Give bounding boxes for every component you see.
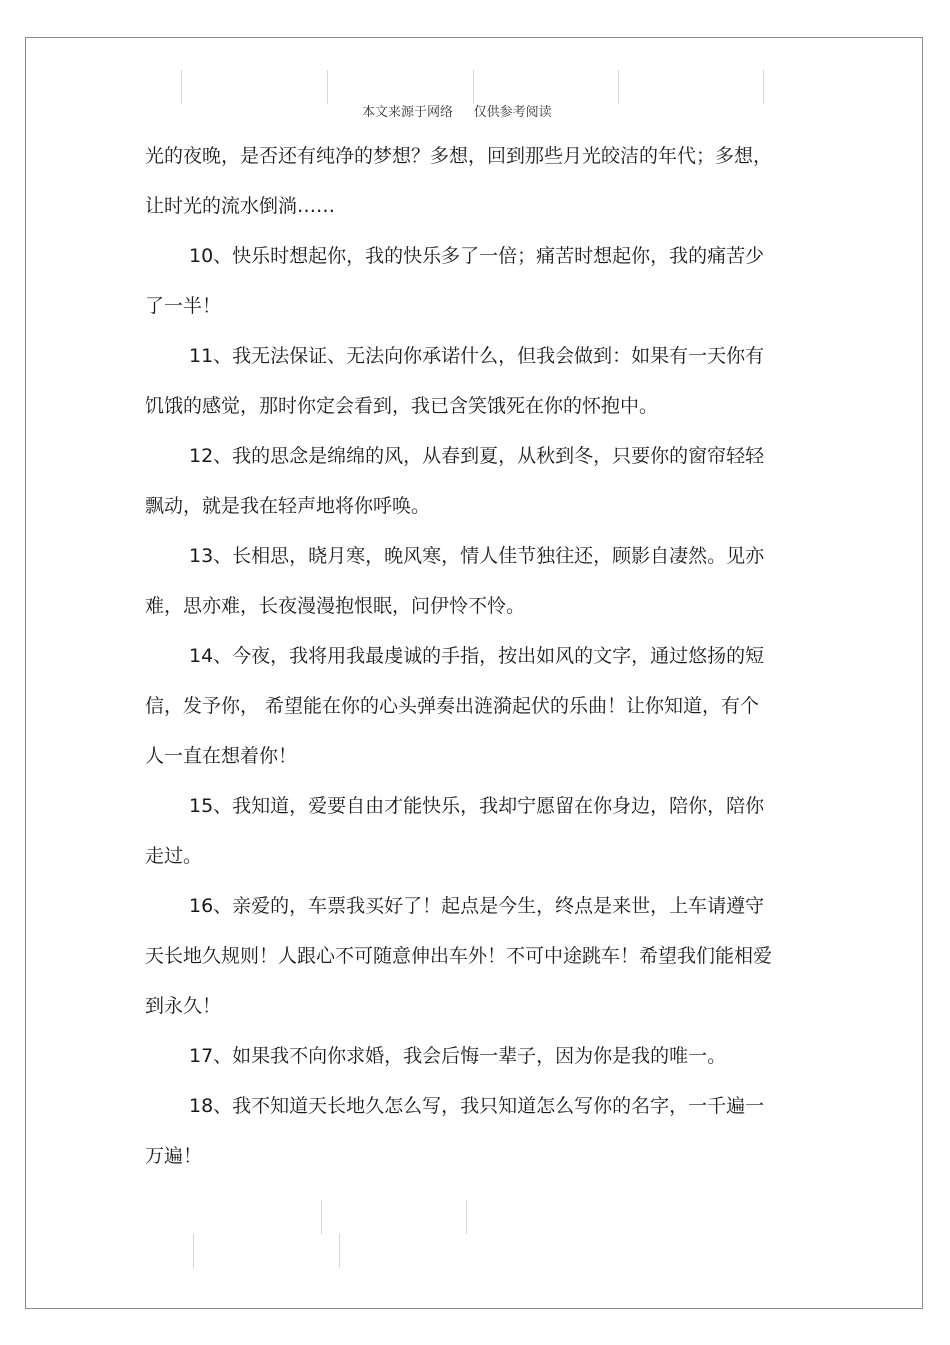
paragraph: 18、我不知道天长地久怎么写，我只知道怎么写你的名字，一千遍一万遍！ bbox=[145, 1095, 765, 1167]
tick-mark bbox=[473, 70, 474, 104]
paragraph: 17、如果我不向你求婚，我会后悔一辈子，因为你是我的唯一。 bbox=[189, 1045, 727, 1067]
tick-mark bbox=[321, 1200, 322, 1234]
tick-mark bbox=[193, 1234, 194, 1268]
header-source-note: 本文来源于网络 仅供参考阅读 bbox=[362, 105, 552, 120]
paragraph: 光的夜晚，是否还有纯净的梦想？多想，回到那些月光皎洁的年代；多想，让时光的流水倒淌…… bbox=[145, 145, 773, 217]
tick-mark bbox=[618, 70, 619, 104]
paragraph: 14、今夜，我将用我最虔诚的手指，按出如风的文字，通过悠扬的短信，发予你， 希望能在你的心头弹奏出涟漪起伏的乐曲！让你知道，有个人一直在想着你！ bbox=[145, 645, 765, 767]
paragraph: 13、长相思，晓月寒，晚风寒，情人佳节独往还，顾影自凄然。见亦难，思亦难，长夜漫漫抱恨眠，问伊怜不怜。 bbox=[145, 545, 765, 617]
paragraph: 11、我无法保证、无法向你承诺什么，但我会做到：如果有一天你有饥饿的感觉，那时你定会看到，我已含笑饿死在你的怀抱中。 bbox=[145, 345, 765, 417]
paragraph: 10、快乐时想起你，我的快乐多了一倍；痛苦时想起你，我的痛苦少了一半！ bbox=[145, 245, 765, 317]
tick-mark bbox=[339, 1234, 340, 1268]
paragraph: 15、我知道，爱要自由才能快乐，我却宁愿留在你身边，陪你，陪你走过。 bbox=[145, 795, 765, 867]
tick-mark bbox=[327, 70, 328, 104]
tick-mark bbox=[466, 1200, 467, 1234]
tick-mark bbox=[763, 70, 764, 104]
paragraph: 16、亲爱的，车票我买好了！起点是今生，终点是来世，上车请遵守天长地久规则！人跟心不可随意伸出车外！不可中途跳车！希望我们能相爱到永久！ bbox=[145, 895, 773, 1017]
tick-mark bbox=[181, 70, 182, 104]
document-body bbox=[145, 131, 777, 1181]
paragraph: 12、我的思念是绵绵的风，从春到夏，从秋到冬，只要你的窗帘轻轻飘动，就是我在轻声地将你呼唤。 bbox=[145, 445, 765, 517]
